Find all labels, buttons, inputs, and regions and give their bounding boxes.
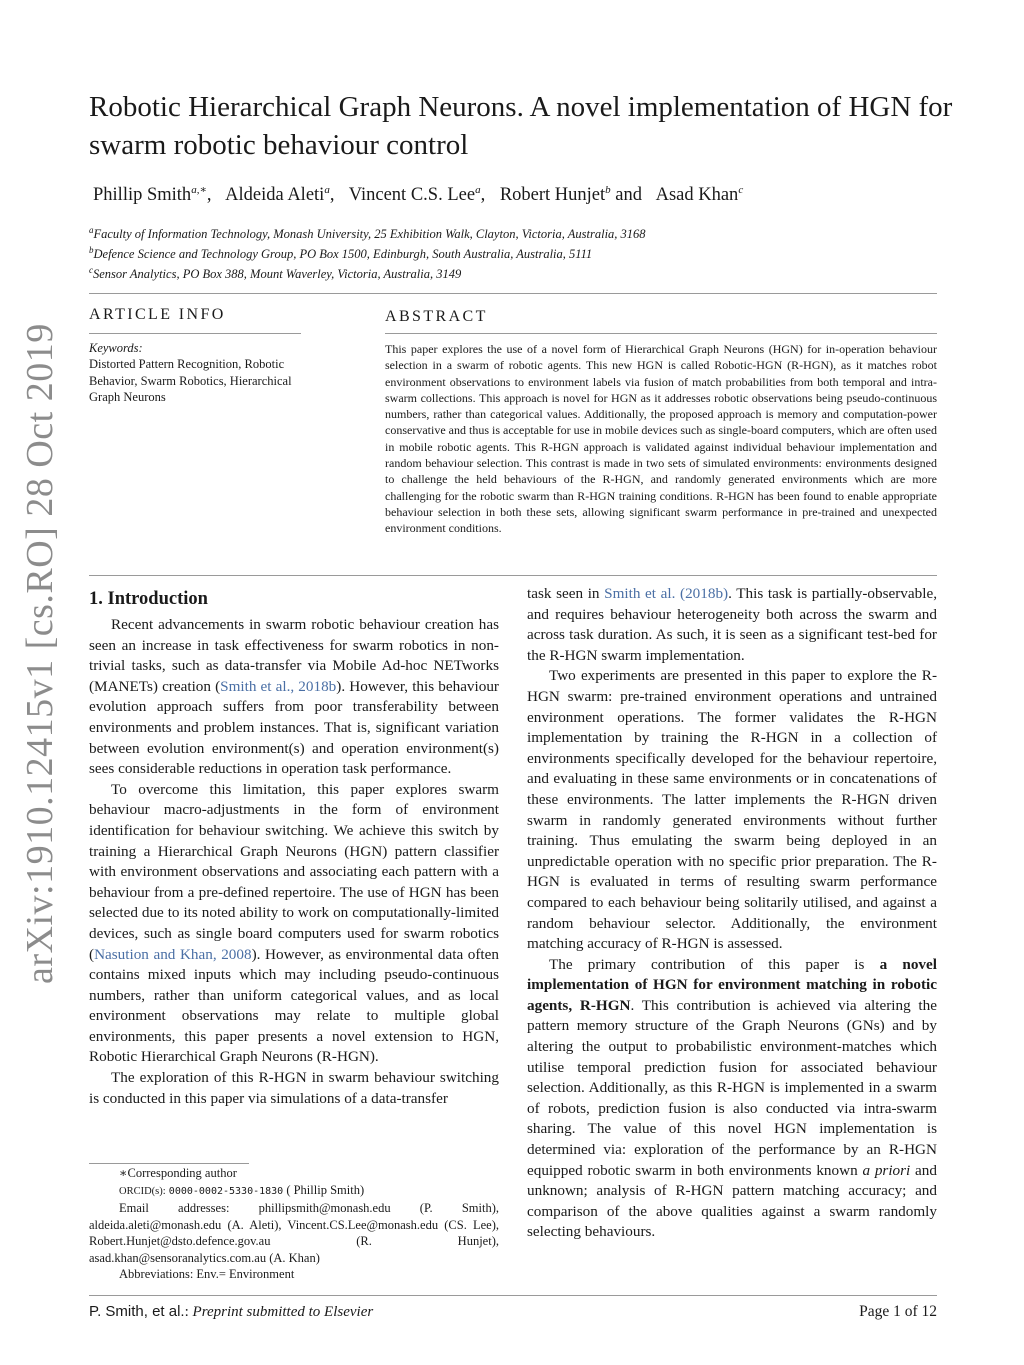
paragraph: The primary contribution of this paper is a novel implementation of HGN for environment matching in robotic agents, R-HGN. This contribution is achieved via altering the pattern memory structure of the Graph Neurons (GNs) and by altering the output to probabilistic environment-matches which utilise temporal prediction fusion for associated behaviour selection. Additionally, as this R-HGN is implemented in a swarm of robots, prediction fusion is also conducted via intra-swarm sharing. The value of this novel HGN implementation is determined via: exploration of the performance by an R-HGN equipped robotic swarm in both environments known a priori and unknown; analysis of R-HGN pattern matching accuracy; and comparison of the above qualities against a swarm randomly selecting behaviours. <box>527 955 937 1241</box>
citation-link[interactable]: Smith et al. (2018b) <box>604 585 729 602</box>
affiliation: $^b$Defence Science and Technology Group, PO Box 1500, Edinburgh, South Australia, Australia, 5111 <box>89 245 593 262</box>
author: Asad Khan$^c$ <box>655 184 744 206</box>
citation-link[interactable]: Nasution and Khan, 2008 <box>94 945 252 963</box>
left-column <box>89 587 499 1109</box>
paper-title: Robotic Hierarchical Graph Neurons. A novel implementation of HGN for swarm robotic behaviour control <box>89 91 953 161</box>
paragraph: Two experiments are presented in this paper to explore the R-HGN swarm: pre-trained environment operations and untrained environment operations. The former validates the R-HGN implementation by training the R-HGN in a collection of environments specifically developed for the behaviour repertoire, and evaluating in these same environments or in concatenations of these environments. The latter implements the R-HGN driven swarm in randomly generated environments without further training. Thus emulating the swarm being deployed in an unpredictable operation with no specific prior preparation. The R-HGN is evaluated in terms of resulting swarm performance compared to each behaviour being solitarily utilised, and against a random behaviour selector. Additionally, the environment matching accuracy of R-HGN is assessed. <box>527 667 937 953</box>
abstract-heading: ABSTRACT <box>385 308 488 325</box>
abstract-divider <box>385 333 937 334</box>
article-info-heading: ARTICLE INFO <box>89 306 226 323</box>
article-info-divider <box>89 333 301 334</box>
author: Robert Hunjet$^b$ and <box>499 184 642 206</box>
body-divider <box>89 575 937 576</box>
keywords: Keywords: Distorted Pattern Recognition, Robotic Behavior, Swarm Robotics, Hierarchical Graph Neurons <box>89 341 292 404</box>
footnote-rule <box>89 1163 249 1164</box>
paragraph: To overcome this limitation, this paper explores swarm behaviour macro-adjustments in the form of environment identification for behaviour switching. We achieve this switch by training a Hierarchical Graph Neurons (HGN) pattern classifier with environment observations and associating each pattern with a behaviour from a pre-defined repertoire. The use of HGN has been selected due to its noted ability to work on computationally-limited devices, such as single board computers used for swarm robotics (Nasution and Khan, 2008). However, as environmental data often contains mixed inputs which may including pseudo-continuous numbers, rather than uniform categorical values, and as local environment observations may relate to multiple global environments, this paper presents a novel extension to HGN, Robotic Hierarchical Graph Neurons (R-HGN). <box>89 780 499 1066</box>
paragraph: task seen in Smith et al. (2018b). This task is partially-observable, and requires behaviour heterogeneity both across the swarm and across task duration. As such, it is seen as a significant test-bed for the R-HGN swarm implementation. <box>527 585 937 664</box>
author-list <box>93 178 953 207</box>
abstract-text: This paper explores the use of a novel form of Hierarchical Graph Neurons (HGN) for in-operation behaviour selection in a swarm of robotic agents. This new HGN is called Robotic-HGN (R-HGN), as it matches robot environment observations to environment labels via fusion of match probabilities from both temporal and intra-swarm collections. This approach is novel for HGN as it addresses robotic observations being pseudo-continuous numbers, rather than categorical values. Additionally, the proposed approach is memory and computation-power conservative and thus is acceptable for use in mobile devices such as single-board computers, which are often used in mobile robotic agents. This R-HGN approach is validated against individual behaviour implementation and random behaviour selection. This contrast is made in two sets of simulated environments: environments designed to challenge the held behaviours of the R-HGN, and randomly generated environments which are more challenging for the robotic swarm than R-HGN training conditions. R-HGN has been found to enable appropriate behaviour selection in both these sets, allowing significant swarm performance in pre-trained and unexpected environment conditions. <box>385 342 937 536</box>
corresponding-note: ∗Corresponding author <box>119 1166 237 1180</box>
section-heading: 1. Introduction <box>89 589 208 609</box>
author: Vincent C.S. Lee$^a$, <box>348 184 486 206</box>
paragraph: The exploration of this R-HGN in swarm behaviour switching is conducted in this paper via simulations of a data-transfer <box>89 1069 499 1107</box>
affiliation: $^c$Sensor Analytics, PO Box 388, Mount Waverley, Victoria, Australia, 3149 <box>89 265 462 282</box>
arxiv-stamp: arXiv:1910.12415v1 [cs.RO] 28 Oct 2019 <box>19 323 61 984</box>
affiliation: $^a$Faculty of Information Technology, Monash University, 25 Exhibition Walk, Clayton, Victoria, Australia, 3168 <box>89 225 646 242</box>
author: Aldeida Aleti$^a$, <box>225 184 335 206</box>
paragraph: Recent advancements in swarm robotic behaviour creation has seen an increase in task effectiveness for swarm robotics in non-trivial tasks, such as data-transfer via Mobile Ad-hoc NETworks (MANETs) creation (Smith et al., 2018b). However, this behaviour evolution approach suffers from poor transferability between environments and problem instances. That is, significant variation between evolution environment(s) and operation environment(s) sees considerable reductions in operation task performance. <box>89 616 499 778</box>
page-number: Page 1 of 12 <box>859 1303 937 1320</box>
citation-link[interactable]: Smith et al., 2018b <box>220 677 337 695</box>
footnote <box>89 1165 499 1283</box>
email-note: Email addresses: phillipsmith@monash.edu (P. Smith), aldeida.aleti@monash.edu (A. Aleti), Vincent.CS.Lee@monash.edu (CS. Lee), Robert.Hunjet@dsto.defence.gov.au (R. Hunjet), asad.khan@sensoranalytics.com.au (A. Khan) <box>89 1201 499 1265</box>
orcid-note: ORCID(s): 0000-0002-5330-1830 ( Phillip Smith) <box>119 1182 365 1197</box>
footer-left: P. Smith, et al.: Preprint submitted to Elsevier <box>89 1303 374 1320</box>
header-divider <box>89 293 937 294</box>
abbrev-note: Abbreviations: Env.= Environment <box>119 1267 295 1281</box>
right-column <box>527 584 937 1243</box>
author: Phillip Smith$^{a,∗}$, <box>93 184 212 206</box>
footer-divider <box>89 1295 937 1296</box>
